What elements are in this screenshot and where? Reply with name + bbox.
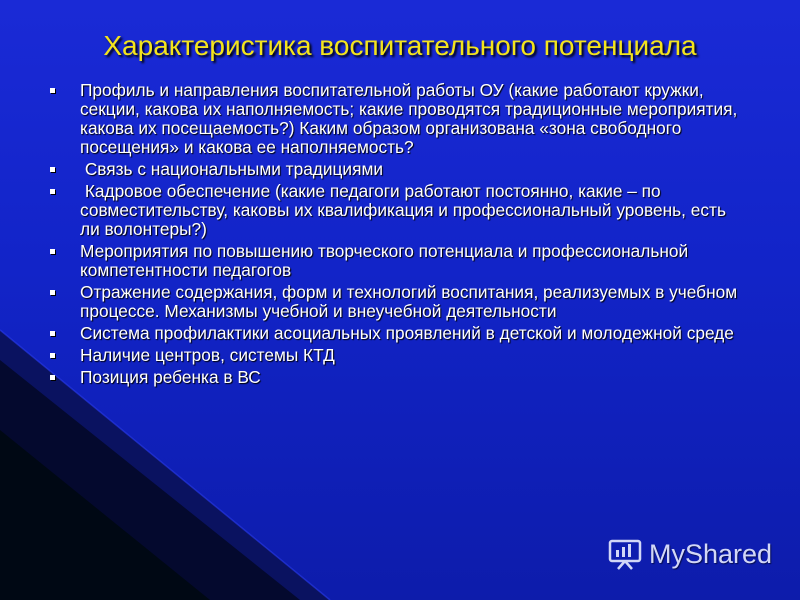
square-bullet-icon: [50, 375, 55, 380]
list-item: [48, 81, 748, 157]
bullet-text: Кадровое обеспечение (какие педагоги работают постоянно, какие – по совместительству, каковы их квалификация и профессиональный уровень, есть ли волонтеры?): [80, 181, 731, 239]
bullet-text: Позиция ребенка в ВС: [80, 367, 261, 387]
square-bullet-icon: [50, 88, 55, 93]
square-bullet-icon: [50, 353, 55, 358]
bullet-text: Отражение содержания, форм и технологий воспитания, реализуемых в учебном процессе. Механизмы учебной и внеучебной деятельности: [80, 282, 738, 321]
list-item: [48, 283, 748, 321]
bullet-text: Профиль и направления воспитательной работы ОУ (какие работают кружки, секции, какова их наполняемость; какие проводятся традиционные мероприятия, какова их посещаемость?) Каким образом организована «зона свободного посещения» и какова ее наполняемость?: [80, 80, 738, 157]
list-item: [48, 242, 748, 280]
list-item: [48, 346, 748, 365]
list-item: [48, 160, 748, 179]
bullet-text: Наличие центров, системы КТД: [80, 345, 335, 365]
bullet-text: Система профилактики асоциальных проявлений в детской и молодежной среде: [80, 323, 734, 343]
square-bullet-icon: [50, 290, 55, 295]
bullet-list: [48, 81, 748, 390]
bullet-text: Мероприятия по повышению творческого потенциала и профессиональной компетентности педагогов: [80, 241, 689, 280]
square-bullet-icon: [50, 167, 55, 172]
list-item: [48, 324, 748, 343]
myshared-watermark: [607, 534, 772, 574]
bullet-text: Связь с национальными традициями: [80, 159, 383, 179]
list-item: [48, 368, 748, 387]
list-item: [48, 182, 748, 239]
slide-title: Характеристика воспитательного потенциала: [103, 30, 697, 61]
square-bullet-icon: [50, 331, 55, 336]
square-bullet-icon: [50, 189, 55, 194]
watermark-text: MyShared: [649, 538, 773, 569]
square-bullet-icon: [50, 249, 55, 254]
presentation-board-icon: [607, 536, 643, 572]
